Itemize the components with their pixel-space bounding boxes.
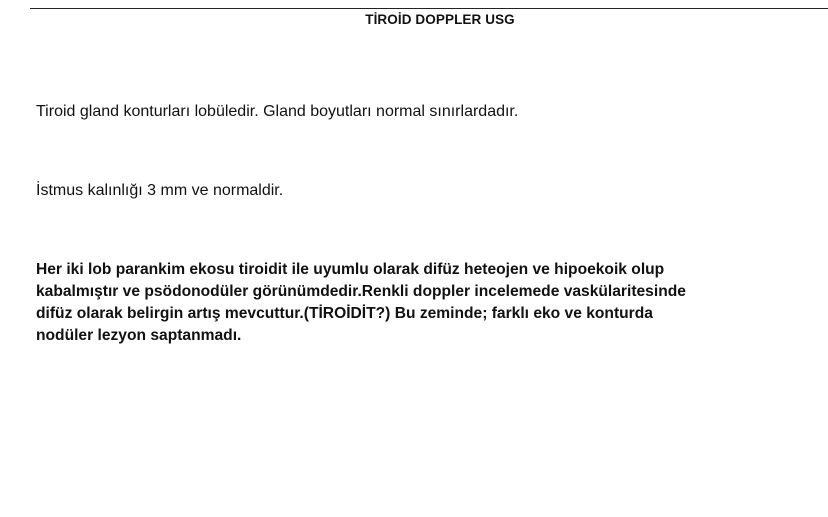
- document-title: TİROİD DOPPLER USG: [365, 12, 515, 27]
- top-divider: [30, 8, 828, 9]
- findings-paragraph: Her iki lob parankim ekosu tiroidit ile uyumlu olarak difüz heteojen ve hipoekoik olup kabalmıştır ve psödonodüler görünümdedir.Renkli doppler incelemede vaskülaritesinde difüz olarak belirgin artış mevcuttur.(TİROİDİT?) Bu zeminde; farklı eko ve konturda nodüler lezyon saptanmadı.: [36, 261, 686, 344]
- gland-contour-paragraph: Tiroid gland konturları lobüledir. Gland boyutları normal sınırlardadır.: [36, 103, 519, 120]
- isthmus-paragraph: İstmus kalınlığı 3 mm ve normaldir.: [36, 182, 284, 199]
